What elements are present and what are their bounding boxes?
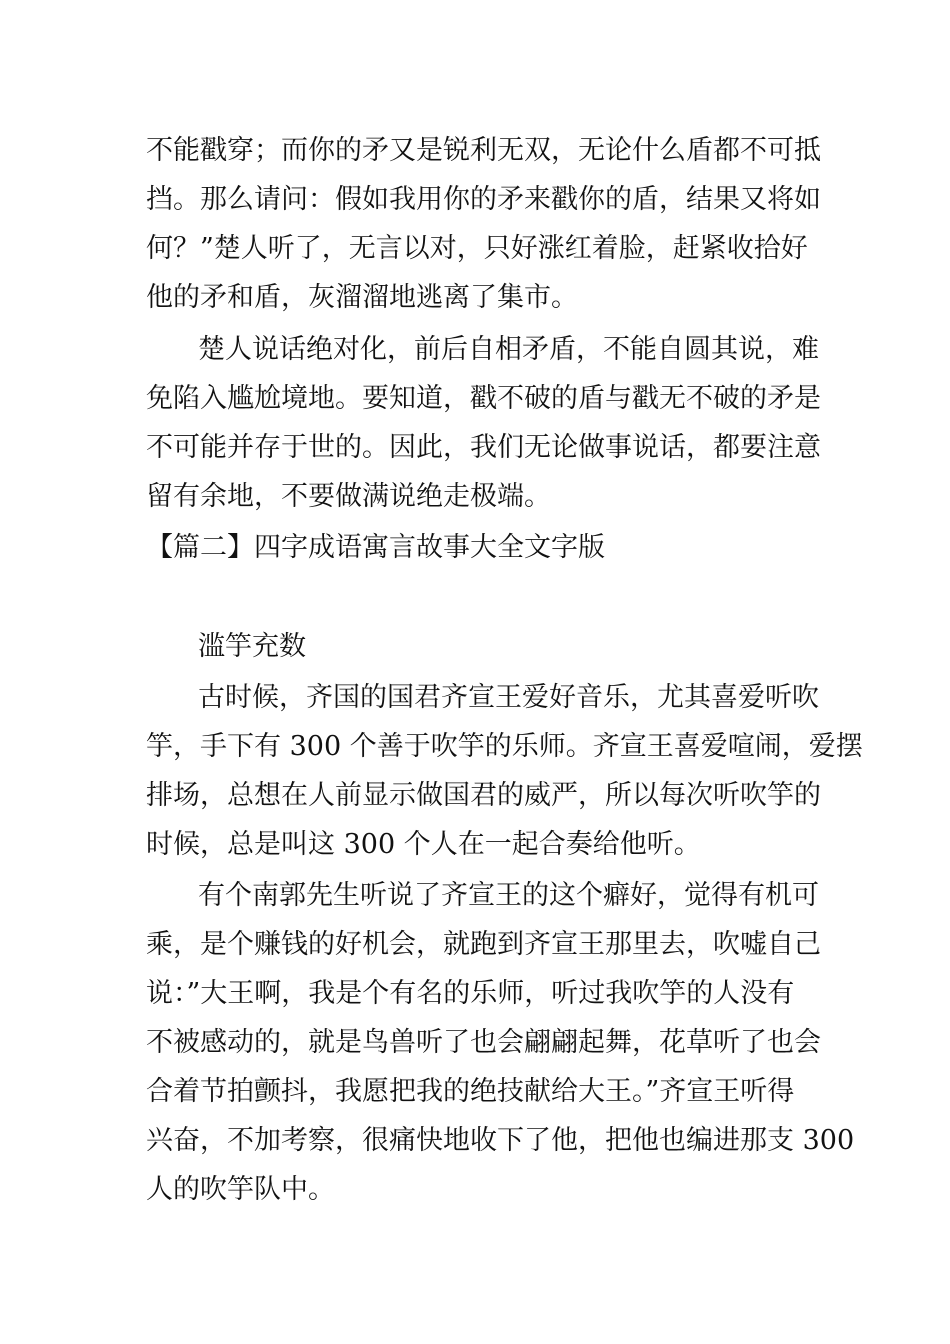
paragraph-first-line: 有个南郭先生听说了齐宣王的这个癖好，觉得有机可 [198, 880, 819, 911]
text-line: 留有余地，不要做满说绝走极端。 [146, 481, 551, 512]
text-line: 竽，手下有 300 个善于吹竽的乐师。齐宣王喜爱喧闹，爱摆 [146, 731, 863, 762]
text-line: 不被感动的，就是鸟兽听了也会翩翩起舞，花草听了也会 [146, 1027, 821, 1058]
paragraph-first-line: 古时候，齐国的国君齐宣王爱好音乐，尤其喜爱听吹 [198, 682, 819, 713]
section-heading: 【篇二】四字成语寓言故事大全文字版 [146, 532, 605, 563]
text-line: 不能戳穿；而你的矛又是锐利无双，无论什么盾都不可抵 [146, 135, 821, 166]
text-line: 人的吹竽队中。 [146, 1174, 335, 1205]
text-line: 免陷入尴尬境地。要知道，戳不破的盾与戳无不破的矛是 [146, 383, 821, 414]
text-line: 乘，是个赚钱的好机会，就跑到齐宣王那里去，吹嘘自己 [146, 929, 821, 960]
story-title: 滥竽充数 [198, 631, 306, 662]
text-line: 时候，总是叫这 300 个人在一起合奏给他听。 [146, 829, 701, 860]
paragraph-first-line: 楚人说话绝对化，前后自相矛盾，不能自圆其说，难 [198, 334, 819, 365]
text-line: 何？”楚人听了，无言以对，只好涨红着脸，赶紧收拾好 [146, 233, 808, 264]
text-line: 他的矛和盾，灰溜溜地逃离了集市。 [146, 282, 578, 313]
text-line: 合着节拍颤抖，我愿把我的绝技献给大王。”齐宣王听得 [146, 1076, 795, 1107]
text-line: 排场，总想在人前显示做国君的威严，所以每次听吹竽的 [146, 780, 821, 811]
text-line: 说：”大王啊，我是个有名的乐师，听过我吹竽的人没有 [146, 978, 795, 1009]
text-line: 兴奋，不加考察，很痛快地收下了他，把他也编进那支 300 [146, 1125, 855, 1156]
text-line: 不可能并存于世的。因此，我们无论做事说话，都要注意 [146, 432, 821, 463]
text-line: 挡。那么请问：假如我用你的矛来戳你的盾，结果又将如 [146, 184, 821, 215]
